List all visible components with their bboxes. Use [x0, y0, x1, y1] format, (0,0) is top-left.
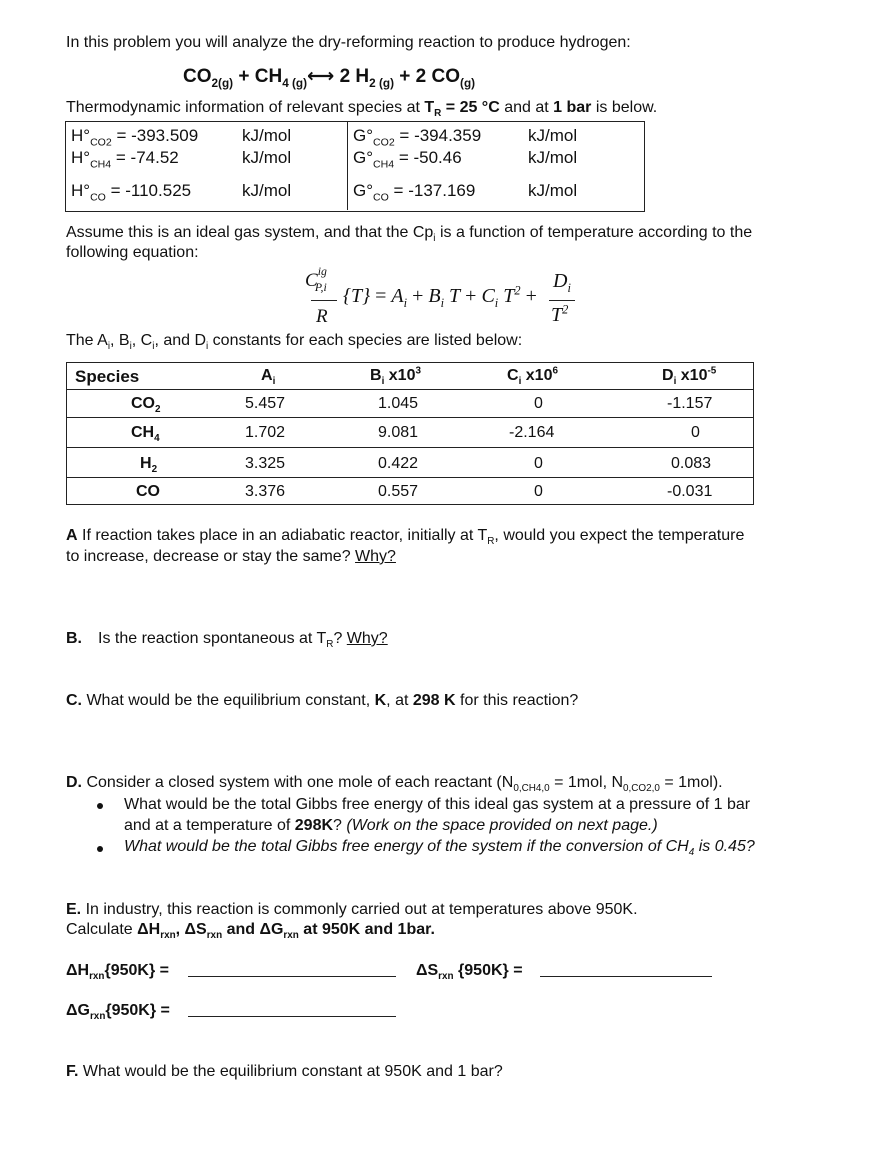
answer-dg-blank[interactable] [188, 1002, 396, 1017]
intro-text: In this problem you will analyze the dry-reforming reaction to produce hydrogen: [66, 34, 631, 51]
reaction-equation: $CO_{2(g)} + CH_4$ $_{(g)}$⟷ 2 $H_2$ $_{(g)}$ + 2 $CO_{(g)}$ [183, 66, 476, 90]
thermo-intro: Thermodynamic information of relevant species at $T_R = 25$ °C and at 1 bar is below. [66, 99, 658, 120]
table-cell-d: 0 [691, 424, 700, 441]
reactant-ch4: CH [254, 66, 283, 87]
equilibrium-arrow-icon: ⟷ [307, 66, 335, 87]
g-co: $G^\circ_{CO} = -137.169$ [353, 181, 476, 204]
constants-intro: The $A_i$, $B_i$, $C_i$, and $D_i$ constants for each species are listed below: [66, 332, 523, 353]
table-row-species: $CH_4$ [131, 424, 160, 445]
question-d-bullet2: What would be the total Gibbs free energy of the system if the conversion of $CH_4$ is 0.45? [124, 838, 755, 859]
header-d: $D_i$ $x10^{-5}$ [662, 365, 717, 388]
assume-text: Assume this is an ideal gas system, and that the $Cp_i$ is a function of temperature according to the [66, 224, 753, 245]
header-c: $C_i$ $x10^6$ [507, 365, 558, 388]
question-d-bullet1-line1: What would be the total Gibbs free energy of this ideal gas system at a pressure of 1 bar [124, 796, 751, 813]
cp-numerator: $C^{ig}_{P,i}$ [305, 264, 327, 294]
bullet-icon [97, 846, 103, 852]
table-cell-c: 0 [534, 455, 543, 472]
table-cell-b: 0.422 [378, 455, 419, 472]
answer-dh-label: $\Delta H_{rxn}\{950K\}$ = [66, 962, 169, 983]
table-cell-c: 0 [534, 483, 543, 500]
question-e-line2: Calculate $\Delta H_{rxn}$, $\Delta S_{rxn}$ and $\Delta G_{rxn}$ at 950K and 1bar. [66, 921, 435, 942]
table-cell-a: 3.376 [245, 483, 286, 500]
table-cell-a: 1.702 [245, 424, 286, 441]
table-row-species: $H_2$ [140, 455, 158, 476]
question-d: D. Consider a closed system with one mole of each reactant ($N_{0,CH4,0} = 1mol$, $N_{0,CO2,0} = 1mol$). [66, 774, 723, 795]
answer-ds-blank[interactable] [540, 962, 712, 977]
assume-text-line2: following equation: [66, 244, 199, 261]
g-ch4: $G^\circ_{CH4} = -50.46$ [353, 148, 462, 171]
table-cell-b: 1.045 [378, 395, 419, 412]
header-b: $B_i$ $x10^3$ [370, 365, 421, 388]
question-b: Is the reaction spontaneous at $T_R$? Why? [98, 630, 388, 651]
question-a-line2: to increase, decrease or stay the same? Why? [66, 548, 396, 565]
table-row-species: $CO_2$ [131, 395, 161, 416]
table-cell-d: -0.031 [667, 483, 713, 500]
question-d-bullet1-line2: and at a temperature of 298K? (Work on the space provided on next page.) [124, 817, 658, 834]
header-species: Species [75, 367, 140, 386]
question-a: A If reaction takes place in an adiabatic reactor, initially at $T_R$, would you expect the temperature [66, 527, 745, 548]
d-denominator: $T^2$ [551, 302, 569, 326]
header-a: $A_i$ [261, 367, 276, 388]
table-cell-c: -2.164 [509, 424, 555, 441]
answer-ds-label: $\Delta S_{rxn}$ {950K} = [416, 962, 523, 983]
product-co: 2 CO [415, 66, 461, 87]
table-cell-d: 0.083 [671, 455, 712, 472]
question-c: C. What would be the equilibrium constant, K, at 298 K for this reaction? [66, 692, 579, 709]
question-e: E. In industry, this reaction is commonly carried out at temperatures above 950K. [66, 901, 638, 918]
table-cell-b: 0.557 [378, 483, 419, 500]
bullet-icon [97, 803, 103, 809]
cp-denominator: R [316, 306, 328, 327]
answer-dg-label: $\Delta G_{rxn}\{950K\}$ = [66, 1002, 170, 1023]
h-co2: $H^\circ_{CO2} = -393.509$ [71, 126, 199, 149]
table-cell-a: 3.325 [245, 455, 286, 472]
product-h2: 2 H [339, 66, 370, 87]
question-f: F. What would be the equilibrium constant at 950K and 1 bar? [66, 1063, 503, 1080]
answer-dh-blank[interactable] [188, 962, 396, 977]
question-b-label: B. [66, 630, 82, 647]
reactant-co2: CO [183, 66, 212, 87]
cp-rhs: $\{T\} = A_i + B_i$ $T + C_i$ $T^2$ + [343, 283, 537, 310]
table-cell-c: 0 [534, 395, 543, 412]
table-row-species: CO [136, 483, 160, 500]
h-co: $H^\circ_{CO} = -110.525$ [71, 181, 192, 204]
table-cell-a: 5.457 [245, 395, 286, 412]
h-ch4: $H^\circ_{CH4} = -74.52$ [71, 148, 179, 171]
g-co2: $G^\circ_{CO2} = -394.359$ [353, 126, 482, 149]
d-numerator: $D_i$ [553, 270, 571, 295]
table-cell-b: 9.081 [378, 424, 419, 441]
table-cell-d: -1.157 [667, 395, 713, 412]
